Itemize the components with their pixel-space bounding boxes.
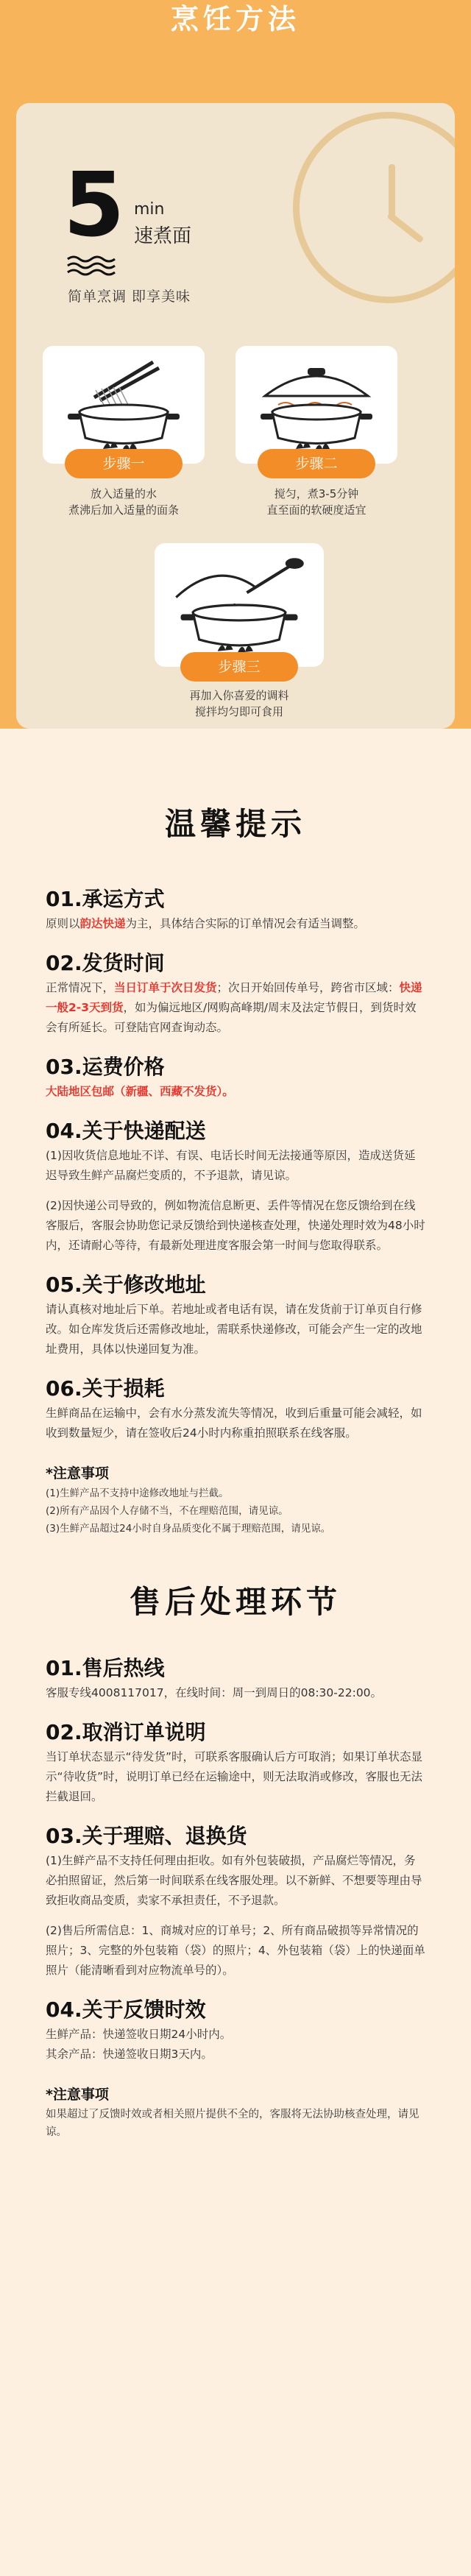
clock-icon: [293, 112, 455, 303]
product-name: 速煮面: [134, 225, 192, 247]
slogan: 简单烹调 即享美味: [68, 289, 191, 305]
tips-s4-p1: (1)因收货信息地址不详、有误、电话长时间无法接通等原因，造成送货延迟导致生鲜产品腐烂变质的，不予退款，请见谅。: [46, 1149, 416, 1182]
aftersale-s2-text: 当订单状态显示“待发货”时，可联系客服确认后方可取消；如果订单状态显示“待收货”时，说明订单已经在运输途中，则无法取消或修改，客服也无法拦截退回。: [46, 1750, 423, 1803]
tips-s4-title: 04.关于快递配送: [46, 1119, 206, 1143]
aftersale-s2-title: 02.取消订单说明: [46, 1720, 206, 1744]
tips-s6-title: 06.关于损耗: [46, 1376, 165, 1401]
cooking-title: 烹饪方法: [170, 3, 300, 35]
tips-s3-text: 大陆地区包邮（新疆、西藏不发货）。: [46, 1085, 234, 1098]
tips-s1-text: 原则以韵达快递为主，具体结合实际的订单情况会有适当调整。: [46, 917, 366, 930]
aftersale-s1-text: 客服专线4008117017，在线时间：周一到周日的08:30-22:00。: [46, 1686, 383, 1699]
step-1-badge: 步骤一: [65, 449, 183, 478]
tips-note-3: (3)生鲜产品超过24小时自身品质变化不属于理赔范围，请见谅。: [46, 1523, 331, 1535]
tips-s6-text: 生鲜商品在运输中，会有水分蒸发流失等情况，收到后重量可能会减轻，如收到数量短少，请在签收后24小时内称重拍照联系在线客服。: [46, 1406, 422, 1440]
aftersale-s4-title: 04.关于反馈时效: [46, 1998, 206, 2022]
aftersale-note: 如果超过了反馈时效或者相关照片提供不全的，客服将无法协助核查处理，请见谅。: [46, 2109, 419, 2138]
steam-wave-icon: [66, 255, 119, 277]
pot-with-chopsticks-icon: [43, 346, 205, 464]
tips-notes-title: *注意事项: [46, 1465, 109, 1482]
aftersale-s3-title: 03.关于理赔、退换货: [46, 1824, 247, 1848]
aftersale-s1-title: 01.售后热线: [46, 1656, 165, 1680]
cooking-section: [0, 0, 471, 729]
tips-s5-text: 请认真核对地址后下单。若地址或者电话有误，请在发货前于订单页自行修改。如仓库发货后还需修改地址，需联系快递修改，可能会产生一定的改地址费用，具体以快递回复为准。: [46, 1303, 422, 1356]
aftersale-s3-p1: (1)生鲜产品不支持任何理由拒收。如有外包装破损，产品腐烂等情况，务必拍照留证，然后第一时间联系在线客服处理。以不新鲜、不想要等理由导致拒收商品变质，卖家不承担责任，不予退款。: [46, 1854, 422, 1907]
aftersale-s4-line-2: 其余产品：快递签收日期3天内。: [46, 2048, 213, 2061]
pot-with-lid-icon: [236, 346, 397, 464]
tips-title: 温馨提示: [164, 806, 306, 842]
step-1-desc: 放入适量的水 煮沸后加入适量的面条: [68, 487, 179, 517]
step-2-badge: 步骤二: [258, 449, 375, 478]
tips-s2-text: 正常情况下，当日订单于次日发货；次日开始回传单号，跨省市区域：快递一般2-3天到货，如为偏远地区/网购高峰期/周末及法定节假日，到货时效会有所延长。可登陆官网查询动态。: [46, 981, 422, 1034]
aftersale-title: 售后处理环节: [129, 1584, 341, 1620]
tips-s3-title: 03.运费价格: [46, 1055, 165, 1079]
aftersale-section: [0, 1580, 471, 2141]
cooking-card: [16, 103, 455, 729]
step-3-badge: 步骤三: [180, 652, 298, 682]
cook-time-unit: min: [134, 200, 165, 219]
tips-s2-title: 02.发货时间: [46, 951, 165, 975]
step-2-desc: 搅匀，煮3-5分钟 直至面的软硬度适宜: [266, 487, 366, 517]
step-3-desc: 再加入你喜爱的调料 搅拌均匀即可食用: [189, 689, 289, 718]
aftersale-notes-title: *注意事项: [46, 2087, 109, 2103]
tips-note-1: (1)生鲜产品不支持中途修改地址与拦截。: [46, 1487, 229, 1499]
tips-s5-title: 05.关于修改地址: [46, 1273, 206, 1297]
aftersale-s4-line-1: 生鲜产品：快递签收日期24小时内。: [46, 2028, 232, 2041]
aftersale-s3-p2: (2)售后所需信息：1、商城对应的订单号；2、所有商品破损等异常情况的照片；3、完整的外包装箱（袋）的照片；4、外包装箱（袋）上的快递面单照片（能清晰看到对应物流单号的）。: [46, 1924, 425, 1977]
tips-s4-p2: (2)因快递公司导致的，例如物流信息断更、丢件等情况在您反馈给到在线客服后，客服会协助您记录反馈给到快递核查处理，快递处理时效为48小时内，还请耐心等待，有最新处理进度客服会第一时间与您取得联系。: [46, 1199, 425, 1252]
tips-note-2: (2)所有产品因个人存储不当，不在理赔范围，请见谅。: [46, 1505, 288, 1517]
tips-s1-title: 01.承运方式: [46, 887, 165, 911]
tips-section: [0, 802, 471, 1538]
cook-time-number: 5: [63, 155, 125, 257]
pot-with-spoon-icon: [155, 543, 324, 667]
